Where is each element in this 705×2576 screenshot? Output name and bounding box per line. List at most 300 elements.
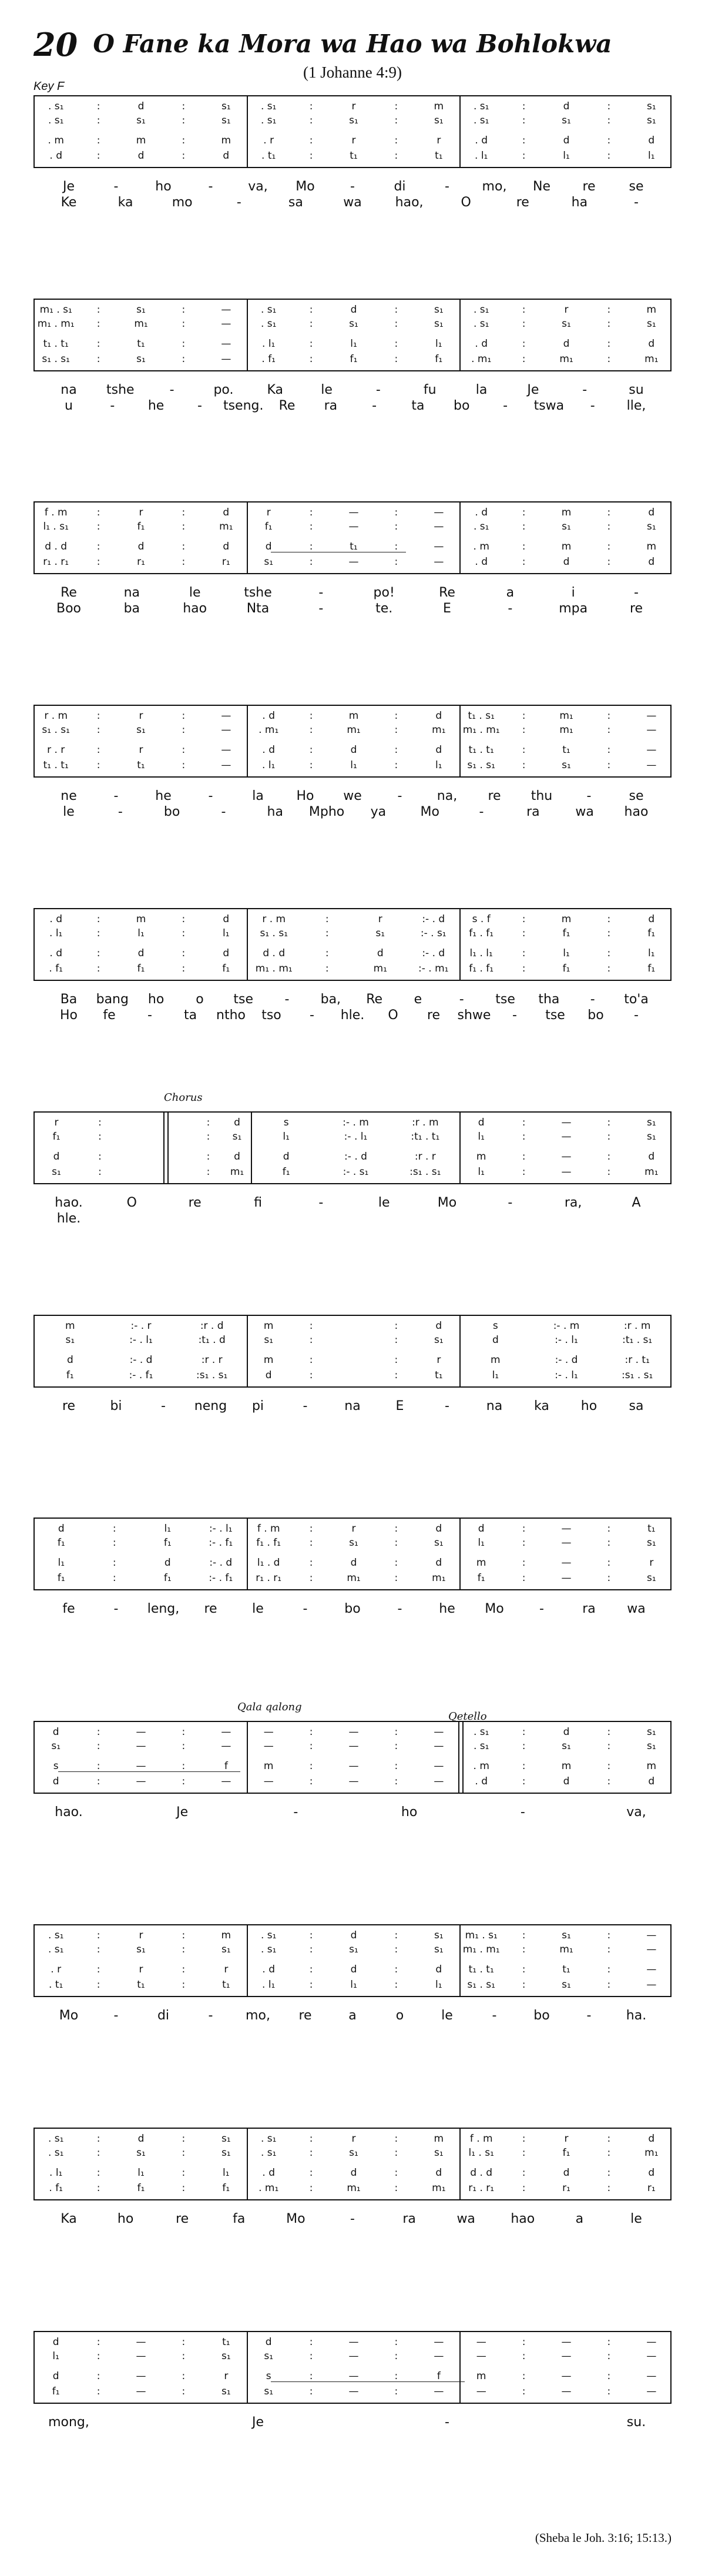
- note-cell: s₁: [221, 1944, 231, 1955]
- note-cell: —: [434, 556, 444, 568]
- lyric-syllable: -: [303, 1602, 308, 1616]
- note-cell: :- . d: [422, 913, 445, 925]
- lyric-syllable: tha: [538, 992, 560, 1007]
- note-cell: —: [136, 1760, 146, 1772]
- lyric-line: [33, 2414, 672, 2431]
- scripture-reference: (1 Johanne 4:9): [303, 63, 402, 81]
- note-cell: . s₁: [48, 2133, 64, 2145]
- note-cell: m₁ . m₁: [37, 318, 75, 330]
- note-cell: s: [266, 2370, 271, 2382]
- note-cell: :- . d: [555, 1354, 578, 1366]
- note-cell: s₁: [136, 1944, 146, 1955]
- music-system: [33, 1924, 672, 2048]
- note-cell: s₁: [646, 1726, 656, 1738]
- note-cell: . f₁: [261, 353, 276, 365]
- lyric-syllable: ka: [118, 195, 133, 210]
- voice-row: [35, 148, 247, 163]
- note-cell: l₁ . s₁: [43, 521, 69, 532]
- note-cell: :: [607, 963, 611, 974]
- note-cell: s₁ . s₁: [42, 353, 70, 365]
- tie-line: [271, 2381, 465, 2382]
- note-cell: . s₁: [48, 101, 64, 112]
- voice-row: [247, 1942, 460, 1957]
- note-cell: l₁: [478, 1166, 485, 1178]
- note-cell: —: [434, 521, 444, 532]
- note-cell: :: [394, 1572, 398, 1584]
- note-cell: [333, 1318, 375, 1334]
- note-cell: :: [309, 2167, 313, 2179]
- note-cell: :: [394, 556, 398, 568]
- note-cell: :: [182, 353, 186, 365]
- note-cell: :s₁ . s₁: [196, 1369, 228, 1381]
- note-cell: . d: [262, 744, 275, 756]
- lyric-syllable: -: [590, 992, 595, 1007]
- double-barline: [458, 1722, 464, 1793]
- lyric-syllable: -: [445, 179, 449, 194]
- note-cell: :- . l₁: [344, 1131, 368, 1143]
- note-cell: :: [522, 759, 526, 771]
- lyric-syllable: mong,: [48, 2415, 89, 2430]
- voice-row: [460, 302, 673, 317]
- note-cell: f₁: [137, 521, 145, 532]
- barline: [247, 2332, 248, 2403]
- voice-row: [460, 1352, 673, 1368]
- note-cell: s₁: [52, 1166, 61, 1178]
- lyric-line: [33, 601, 672, 617]
- music-system: [33, 1518, 672, 1641]
- note-cell: d: [52, 2336, 59, 2348]
- voice-row: [247, 1977, 460, 1992]
- note-cell: s₁: [264, 556, 274, 568]
- note-cell: :: [607, 115, 611, 126]
- voice-row: [247, 708, 460, 723]
- note-cell: :: [182, 710, 186, 722]
- voice-row: [35, 1928, 247, 1943]
- note-cell: :: [182, 759, 186, 771]
- note-cell: :: [309, 1776, 313, 1787]
- lyric-line: [33, 382, 672, 398]
- note-cell: :: [309, 135, 313, 146]
- note-cell: d: [648, 1776, 655, 1787]
- note-cell: :: [182, 101, 186, 112]
- note-cell: :: [522, 115, 526, 126]
- lyric-syllable: po.: [213, 383, 234, 397]
- note-cell: :- . l₁: [555, 1334, 578, 1346]
- measure: [247, 2129, 460, 2199]
- note-cell: :: [394, 1776, 398, 1787]
- note-cell: d: [58, 1523, 65, 1535]
- note-cell: m₁: [230, 1166, 244, 1178]
- voice-row: [35, 1738, 247, 1754]
- footer-reference: (Sheba le Joh. 3:16; 15:13.): [535, 2531, 672, 2545]
- note-cell: . m: [48, 135, 64, 146]
- note-cell: :: [206, 1151, 210, 1163]
- voice-row: [460, 946, 673, 961]
- note-cell: :: [394, 2336, 398, 2348]
- note-cell: :: [522, 1776, 526, 1787]
- lyric-line: [33, 398, 672, 414]
- lyric-syllable: re: [204, 1602, 217, 1616]
- note-cell: s₁: [646, 1572, 656, 1584]
- note-cell: :: [394, 150, 398, 162]
- lyrics-block: [33, 991, 672, 1027]
- note-cell: r . r: [47, 744, 65, 756]
- note-cell: . s₁: [473, 521, 489, 532]
- voice-row: [251, 1164, 460, 1180]
- staff: [33, 705, 672, 778]
- lyric-syllable: Mo: [485, 1602, 504, 1616]
- note-cell: m₁: [559, 353, 573, 365]
- note-cell: :: [607, 1523, 611, 1535]
- note-cell: s₁: [221, 2147, 231, 2159]
- note-cell: f₁: [57, 1572, 65, 1584]
- note-cell: :- . f₁: [209, 1572, 233, 1584]
- measure: [35, 1519, 247, 1589]
- note-cell: . s₁: [473, 304, 489, 316]
- lyric-syllable: A: [632, 1195, 641, 1210]
- lyric-syllable: a: [348, 2008, 357, 2023]
- voice-row: [247, 316, 460, 331]
- note-cell: . s₁: [260, 2133, 277, 2145]
- lyric-syllable: neng: [194, 1399, 227, 1413]
- note-cell: d: [137, 101, 145, 112]
- lyric-syllable: bo: [533, 2008, 550, 2023]
- note-cell: s₁: [434, 318, 444, 330]
- voice-row: [165, 1149, 251, 1164]
- lyric-syllable: ho: [155, 179, 172, 194]
- lyric-syllable: ba: [123, 601, 140, 616]
- note-cell: s₁: [562, 1979, 571, 1991]
- section-mark: Qetello: [448, 1710, 487, 1723]
- note-cell: :: [112, 1523, 116, 1535]
- note-cell: :: [522, 744, 526, 756]
- voice-row: [460, 1555, 673, 1570]
- note-cell: :: [394, 304, 398, 316]
- voice-row: [35, 316, 247, 331]
- barline: [459, 1316, 461, 1386]
- barline: [459, 1113, 461, 1183]
- measure: [460, 300, 673, 370]
- lyrics-block: [33, 2211, 672, 2246]
- voice-row: [35, 1332, 247, 1348]
- lyric-syllable: -: [479, 805, 484, 819]
- lyric-syllable: pi: [251, 1399, 264, 1413]
- note-cell: f₁: [66, 1369, 74, 1381]
- note-cell: r: [351, 1523, 356, 1535]
- note-cell: s₁: [51, 1740, 61, 1752]
- measure: [247, 1519, 460, 1589]
- note-cell: :: [112, 1537, 116, 1549]
- note-cell: :- . l₁: [129, 1334, 153, 1346]
- note-cell: —: [221, 710, 231, 722]
- note-cell: :: [325, 963, 329, 974]
- note-cell: d: [648, 913, 655, 925]
- note-cell: . d: [49, 150, 62, 162]
- lyric-syllable: ne: [61, 789, 77, 803]
- note-cell: :- . s₁: [343, 1166, 369, 1178]
- note-cell: —: [561, 1523, 572, 1535]
- note-cell: . m₁: [258, 2182, 279, 2194]
- note-cell: d: [265, 1369, 272, 1381]
- note-cell: r: [437, 1354, 441, 1366]
- note-cell: d: [223, 507, 230, 518]
- staff: [33, 1518, 672, 1590]
- note-cell: :: [112, 1572, 116, 1584]
- voice-row: [165, 1129, 251, 1144]
- note-cell: s₁ . s₁: [42, 724, 70, 736]
- note-cell: l₁: [223, 2167, 230, 2179]
- lyric-syllable: -: [208, 2008, 213, 2023]
- note-cell: r: [139, 744, 143, 756]
- note-cell: d: [52, 1726, 59, 1738]
- note-cell: :: [607, 353, 611, 365]
- lyric-syllable: Je: [251, 2415, 264, 2430]
- lyric-syllable: ho: [580, 1399, 597, 1413]
- lyric-syllable: Mpho: [308, 805, 345, 819]
- note-cell: :: [182, 2133, 186, 2145]
- note-cell: :: [607, 507, 611, 518]
- voice-row: [247, 758, 460, 773]
- lyric-syllable: O: [126, 1195, 137, 1210]
- voice-row: [35, 946, 247, 961]
- lyric-syllable: ha: [267, 805, 283, 819]
- measure: [460, 706, 673, 776]
- lyric-syllable: o: [196, 992, 204, 1007]
- lyric-syllable: ra,: [564, 1195, 582, 1210]
- lyric-syllable: bi: [110, 1399, 122, 1413]
- voice-row: [247, 1774, 460, 1789]
- music-system: [33, 299, 672, 422]
- note-cell: :: [607, 338, 611, 350]
- note-cell: :: [182, 115, 186, 126]
- lyric-syllable: fa: [233, 2212, 246, 2226]
- note-cell: f . m: [257, 1523, 280, 1535]
- note-cell: d: [478, 1117, 485, 1128]
- note-cell: d: [350, 1557, 357, 1569]
- note-cell: d: [223, 541, 230, 552]
- note-cell: :: [607, 150, 611, 162]
- voice-row: [35, 336, 247, 351]
- lyric-syllable: leng,: [147, 1602, 180, 1616]
- lyric-syllable: na,: [437, 789, 458, 803]
- note-cell: :: [182, 1944, 186, 1955]
- note-cell: f₁: [163, 1537, 172, 1549]
- note-cell: s₁: [646, 1117, 656, 1128]
- note-cell: :: [522, 2336, 526, 2348]
- note-cell: :: [394, 710, 398, 722]
- note-cell: m₁ . m₁: [462, 1944, 500, 1955]
- note-cell: s₁: [136, 724, 146, 736]
- voice-row: [35, 1352, 247, 1368]
- voice-row: [460, 2369, 673, 2384]
- note-cell: :: [607, 724, 611, 736]
- note-cell: t₁ . t₁: [43, 338, 69, 350]
- note-cell: m: [221, 1930, 231, 1941]
- note-cell: :: [522, 150, 526, 162]
- note-cell: :: [182, 1979, 186, 1991]
- voice-row: [35, 1149, 165, 1164]
- note-cell: l₁: [137, 2167, 145, 2179]
- note-cell: —: [646, 724, 657, 736]
- note-cell: :: [394, 2133, 398, 2145]
- note-cell: :: [96, 507, 100, 518]
- note-cell: :: [607, 1557, 611, 1569]
- note-cell: [122, 1129, 165, 1144]
- lyric-syllable: sa: [288, 195, 303, 210]
- voice-row: [460, 2145, 673, 2160]
- lyric-syllable: Boo: [56, 601, 81, 616]
- note-cell: [122, 1149, 165, 1164]
- note-cell: s₁: [562, 115, 571, 126]
- note-cell: :: [607, 2147, 611, 2159]
- note-cell: d: [648, 338, 655, 350]
- lyric-syllable: mpa: [559, 601, 588, 616]
- note-cell: :: [96, 759, 100, 771]
- note-cell: s₁: [434, 1334, 444, 1346]
- lyric-syllable: bang: [96, 992, 129, 1007]
- note-cell: :: [96, 2370, 100, 2382]
- voice-row: [247, 1332, 460, 1348]
- voice-row: [247, 1570, 460, 1586]
- note-cell: :t₁ . d: [198, 1334, 226, 1346]
- note-cell: . d: [475, 556, 488, 568]
- note-cell: l₁: [52, 2350, 59, 2362]
- measure: [35, 2332, 247, 2403]
- note-cell: m: [348, 710, 359, 722]
- voice-row: [460, 519, 673, 534]
- note-cell: :: [394, 1557, 398, 1569]
- note-cell: :: [96, 2350, 100, 2362]
- barline: [459, 1519, 461, 1589]
- note-cell: :: [309, 710, 313, 722]
- note-cell: :: [607, 1131, 611, 1143]
- lyric-syllable: Re: [366, 992, 383, 1007]
- voice-row: [35, 1535, 247, 1550]
- note-cell: :: [607, 1537, 611, 1549]
- lyric-syllable: ba,: [320, 992, 341, 1007]
- note-cell: d: [234, 1117, 240, 1128]
- barline: [247, 2129, 248, 2199]
- note-cell: d: [563, 101, 570, 112]
- note-cell: . s₁: [473, 1726, 489, 1738]
- note-cell: s₁: [375, 927, 385, 939]
- voice-row: [247, 912, 460, 927]
- lyric-syllable: re: [427, 1008, 441, 1023]
- measure: [247, 96, 460, 167]
- measure: [251, 1113, 460, 1183]
- lyric-syllable: ha: [571, 195, 588, 210]
- note-cell: :: [522, 2133, 526, 2145]
- note-cell: r: [564, 304, 569, 316]
- note-cell: :: [394, 1334, 398, 1346]
- voice-row: [460, 539, 673, 554]
- note-cell: —: [561, 1572, 572, 1584]
- lyric-syllable: re: [488, 789, 501, 803]
- lyric-syllable: na: [486, 1399, 503, 1413]
- note-cell: [122, 1115, 165, 1130]
- note-cell: d: [350, 304, 357, 316]
- note-cell: s₁: [434, 1944, 444, 1955]
- note-cell: l₁: [563, 150, 570, 162]
- note-cell: . l₁: [475, 150, 488, 162]
- note-cell: :: [98, 1117, 102, 1128]
- note-cell: r: [54, 1117, 59, 1128]
- note-cell: :: [607, 1117, 611, 1128]
- note-cell: s₁: [646, 521, 656, 532]
- note-cell: l₁: [283, 1131, 290, 1143]
- note-cell: :: [394, 724, 398, 736]
- measure: [35, 1113, 165, 1183]
- lyric-syllable: -: [459, 992, 464, 1007]
- lyric-syllable: bo: [454, 398, 470, 413]
- note-cell: :: [182, 1930, 186, 1941]
- voice-row: [460, 316, 673, 331]
- note-cell: :r . r: [414, 1151, 436, 1163]
- note-cell: :: [98, 1151, 102, 1163]
- voice-row: [247, 1962, 460, 1977]
- note-cell: d: [563, 135, 570, 146]
- note-cell: :: [309, 1964, 313, 1975]
- note-cell: :: [325, 913, 329, 925]
- note-cell: m: [561, 507, 572, 518]
- voice-row: [251, 1115, 460, 1130]
- lyric-syllable: Ho: [296, 789, 314, 803]
- note-cell: d: [478, 1523, 485, 1535]
- note-cell: :: [309, 2336, 313, 2348]
- voice-row: [247, 113, 460, 128]
- voice-row: [247, 99, 460, 114]
- note-cell: . d: [49, 913, 62, 925]
- barline: [247, 1925, 248, 1996]
- note-cell: s: [53, 1760, 59, 1772]
- voice-row: [35, 2349, 247, 2364]
- lyric-syllable: wa: [627, 1602, 646, 1616]
- measure: [460, 1316, 673, 1386]
- note-cell: d: [648, 1151, 655, 1163]
- note-cell: s₁: [349, 318, 358, 330]
- note-cell: :: [182, 2147, 186, 2159]
- note-cell: t₁: [562, 744, 570, 756]
- note-cell: :: [96, 1740, 100, 1752]
- note-cell: :- . m₁: [418, 963, 449, 974]
- note-cell: :: [96, 963, 100, 974]
- barline: [459, 503, 461, 573]
- note-cell: . m₁: [258, 724, 279, 736]
- voice-row: [165, 1164, 251, 1180]
- lyric-syllable: he: [147, 398, 164, 413]
- lyric-syllable: -: [508, 1195, 513, 1210]
- note-cell: :: [522, 101, 526, 112]
- note-cell: :: [182, 135, 186, 146]
- note-cell: f₁: [264, 521, 273, 532]
- voice-row: [460, 1962, 673, 1977]
- staff: [33, 299, 672, 371]
- voice-row: [35, 2384, 247, 2399]
- lyric-syllable: ntho: [216, 1008, 246, 1023]
- lyric-syllable: -: [350, 179, 355, 194]
- note-cell: :: [607, 1760, 611, 1772]
- note-cell: t₁: [562, 1964, 570, 1975]
- note-cell: :: [182, 1776, 186, 1787]
- note-cell: . s₁: [48, 115, 64, 126]
- voice-row: [35, 133, 247, 148]
- note-cell: . s₁: [260, 1944, 277, 1955]
- lyric-syllable: o: [395, 2008, 404, 2023]
- note-cell: :: [394, 101, 398, 112]
- lyric-syllable: re: [62, 1399, 76, 1413]
- note-cell: :: [394, 2386, 398, 2397]
- voice-row: [247, 2349, 460, 2364]
